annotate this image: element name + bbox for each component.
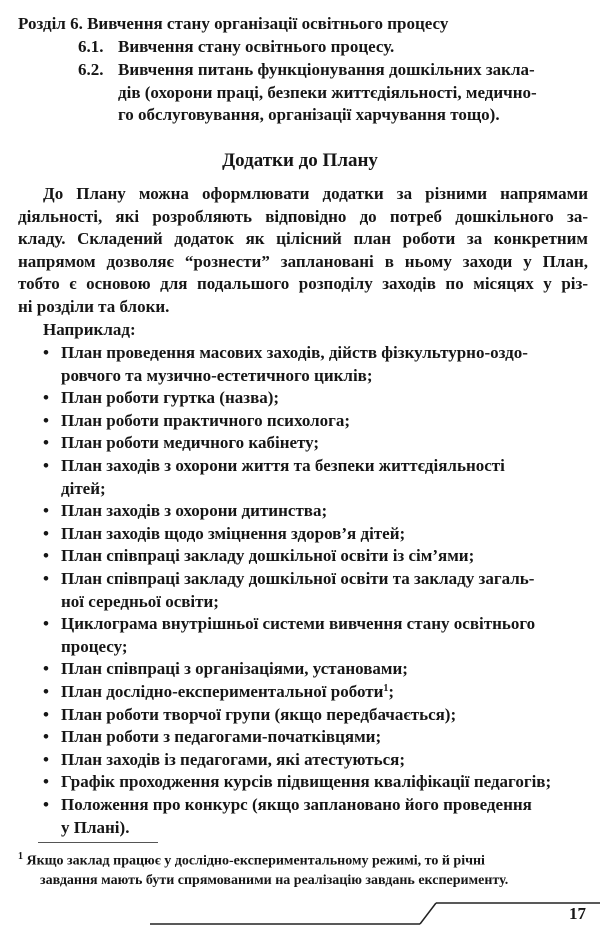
subsection-number: 6.1.: [78, 37, 104, 56]
paragraph-line: До Плану можна оформлювати додатки за різними напрямами: [43, 184, 588, 203]
list-item-line: План заходів щодо зміцнення здоров’я дітей;: [61, 523, 406, 543]
subsection-text: Вивчення стану освітнього процесу.: [118, 37, 395, 56]
list-item-line: План заходів з охорони життя та безпеки життєдіяльності: [61, 456, 505, 475]
bullet-icon: •: [43, 704, 49, 724]
list-item-text: [61, 545, 588, 568]
bullet-icon: •: [43, 727, 49, 747]
list-item-line: ровчого та музично-естетичного циклів;: [61, 365, 373, 385]
bullet-icon: •: [43, 749, 49, 769]
list-item-text: [61, 387, 588, 410]
list-item-line: План роботи практичного психолога;: [61, 410, 351, 430]
list-item-text: [61, 704, 588, 727]
list-item-line: План роботи з педагогами-початківцями;: [61, 727, 382, 747]
list-item-text: [61, 726, 588, 749]
bullet-icon: •: [43, 343, 49, 362]
subsection-6-1: [78, 36, 394, 59]
list-item-line: План заходів із педагогами, які атестуються;: [61, 749, 405, 769]
list-item-text: [61, 568, 588, 613]
list-item-line: План роботи гуртка (назва);: [61, 388, 280, 408]
page-footer-rule: [0, 902, 600, 927]
list-item-line: План співпраці закладу дошкільної освіти та закладу загаль-: [61, 569, 535, 588]
bullet-icon: •: [43, 546, 49, 566]
list-item-line: Положення про конкурс (якщо заплановано його проведення: [61, 795, 532, 814]
list-item-line: дітей;: [61, 478, 106, 498]
list-item-line: у Плані).: [61, 817, 130, 837]
footnote-mark: 1: [18, 851, 23, 862]
bullet-icon: •: [43, 614, 49, 634]
list-item-text: [61, 771, 588, 794]
list-item-line: процесу;: [61, 636, 128, 656]
subsection-6-2: [78, 59, 535, 82]
list-item-line: План заходів з охорони дитинства;: [61, 501, 328, 521]
list-item-line: Графік проходження курсів підвищення кваліфікації педагогів;: [61, 772, 552, 792]
bullet-icon: •: [43, 433, 49, 453]
subsection-number: 6.2.: [78, 60, 104, 79]
subsection-text-line: дів (охорони праці, безпеки життєдіяльності, медично-: [118, 83, 537, 102]
list-item-text: [61, 658, 588, 681]
footnote-separator: [38, 842, 158, 843]
list-item-text: [61, 432, 588, 455]
list-item-text: [61, 342, 588, 387]
list-item-text: [61, 523, 588, 546]
footnote: [18, 847, 588, 890]
subsection-text-line: Вивчення питань функціонування дошкільних закла-: [118, 60, 535, 79]
bullet-icon: •: [43, 410, 49, 430]
emphasis-term: додатки: [322, 184, 384, 203]
annex-title: Додатки до Плану: [222, 150, 378, 171]
list-item-line: План співпраці з організаціями, установами;: [61, 659, 408, 679]
bullet-icon: •: [43, 682, 49, 701]
bullet-icon: •: [43, 388, 49, 408]
list-item-line: Циклограма внутрішньої системи вивчення стану освітнього: [61, 614, 536, 634]
bullet-icon: •: [43, 456, 49, 475]
bullet-icon: •: [43, 501, 49, 521]
list-item-text: [61, 410, 588, 433]
list-item-text: [61, 749, 588, 772]
example-label: Наприклад:: [43, 320, 136, 339]
list-item-line: План дослідно-експериментальної роботи$^1$;: [61, 682, 395, 701]
list-item-line: План роботи медичного кабінету;: [61, 433, 320, 453]
bullet-icon: •: [43, 569, 49, 588]
paragraph-line: тобто є основою для подальшого розподілу заходів по місяцях у різ-: [18, 274, 588, 294]
bullet-icon: •: [43, 523, 49, 543]
subsection-text-line: го обслуговування, організації харчування тощо).: [118, 105, 500, 124]
paragraph-line: кладу. Складений додаток як цілісний план роботи за конкретним: [18, 229, 588, 249]
list-item-text: [61, 681, 588, 704]
footnote-line: завдання мають бути спрямованими на реалізацію завдань експерименту.: [40, 872, 509, 888]
list-item-line: План роботи творчої групи (якщо передбачається);: [61, 704, 457, 724]
bullet-icon: •: [43, 772, 49, 792]
page-number: 17: [569, 904, 586, 923]
list-item-line: План проведення масових заходів, дійств фізкультурно-оздо-: [61, 343, 528, 362]
list-item-text: [61, 500, 588, 523]
paragraph-line: ні розділи та блоки.: [18, 296, 170, 316]
footnote-reference: 1: [383, 683, 389, 694]
list-item-text: [61, 455, 588, 500]
list-item-text: [61, 613, 588, 658]
bullet-icon: •: [43, 795, 49, 814]
list-item-line: ної середньої освіти;: [61, 591, 219, 611]
annex-intro-paragraph: [18, 183, 588, 319]
paragraph-line: напрямом дозволяє “рознести” заплановані в ньому заходи у План,: [18, 251, 588, 271]
footnote-line: $^1$ Якщо заклад працює у дослідно-експериментальному режимі, то й річні: [18, 851, 485, 869]
list-item-line: План співпраці закладу дошкільної освіти із сім’ями;: [61, 546, 475, 566]
paragraph-line: діяльності, які розробляють відповідно до потреб дошкільного за-: [18, 206, 588, 226]
section-heading: Розділ 6. Вивчення стану організації освітнього процесу: [18, 14, 449, 33]
list-item-text: [61, 794, 588, 839]
bullet-icon: •: [43, 659, 49, 679]
